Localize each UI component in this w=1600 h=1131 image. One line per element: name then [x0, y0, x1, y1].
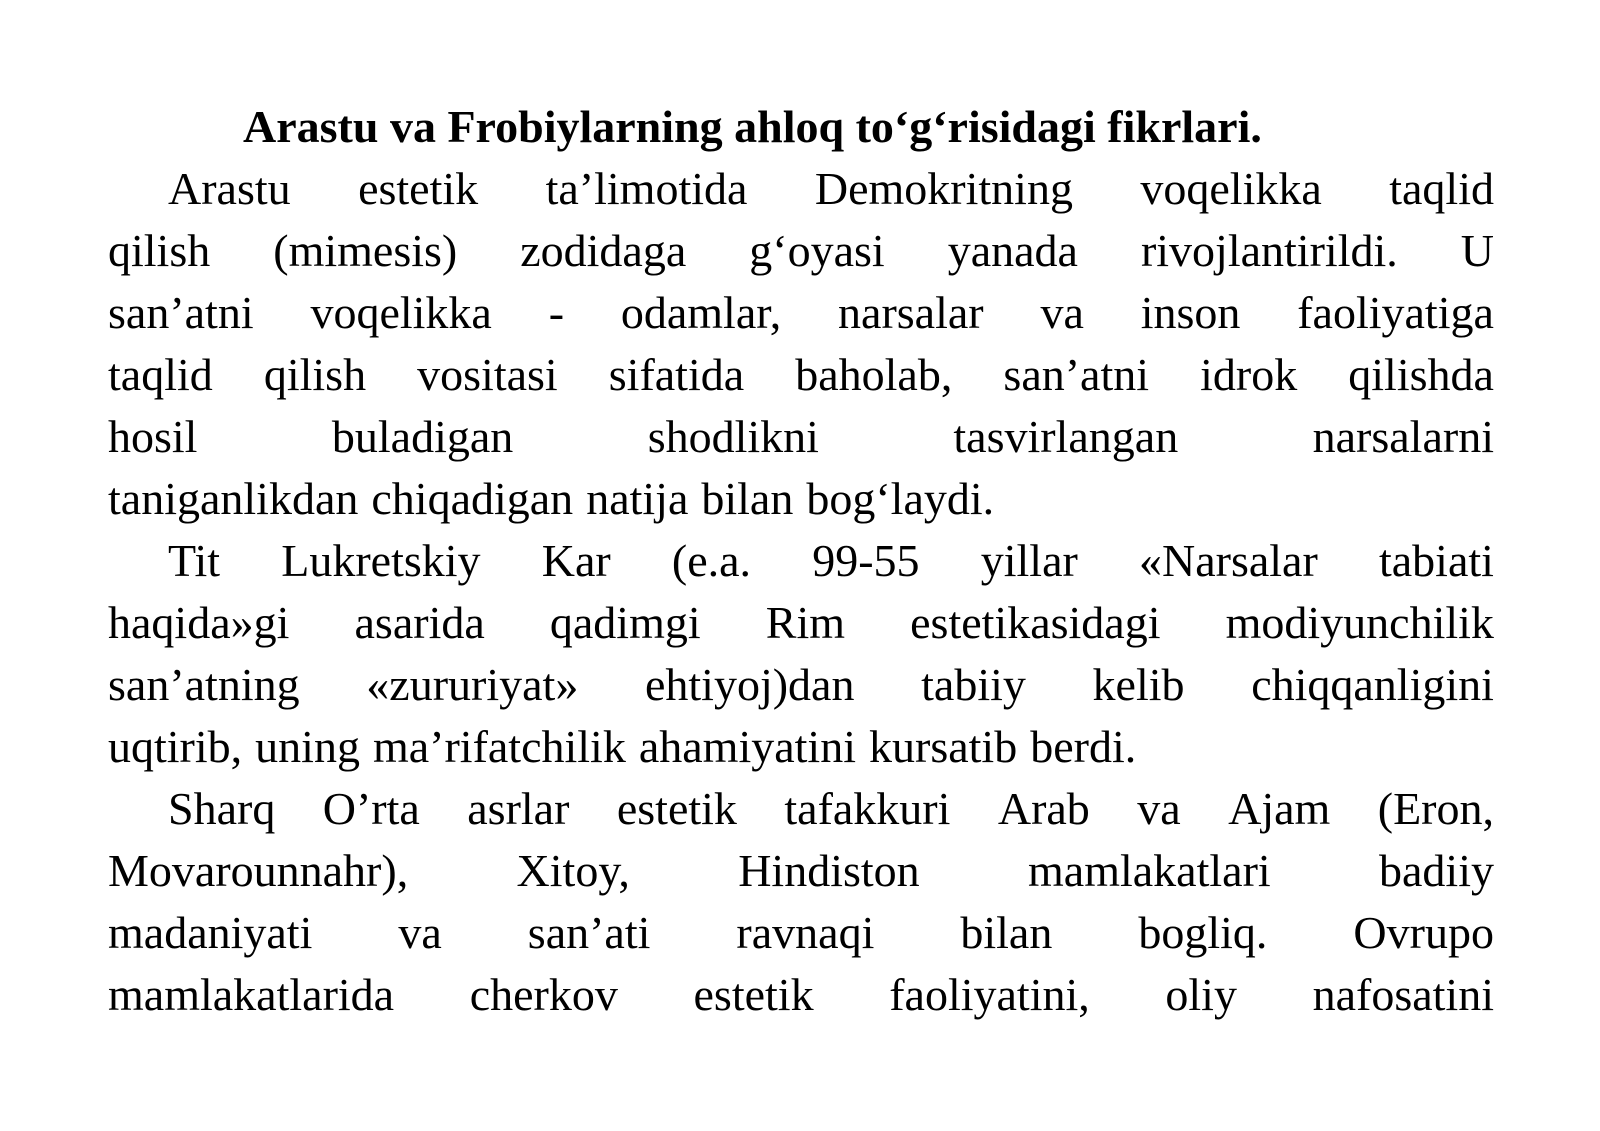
text-line — [108, 468, 1494, 530]
text-line — [108, 964, 1494, 1026]
text-line — [108, 902, 1494, 964]
word: estetik — [616, 783, 737, 834]
word: tafakkuri — [784, 783, 951, 834]
word: taqlid — [108, 349, 213, 400]
word: sifatida — [608, 349, 745, 400]
word: chiqadigan — [371, 473, 574, 524]
text-line — [108, 220, 1494, 282]
word: (mimesis) — [273, 225, 458, 276]
word: idrok — [1200, 349, 1298, 400]
word: buladigan — [331, 411, 514, 462]
word: (Eron, — [1377, 783, 1494, 834]
word: kelib — [1092, 659, 1185, 710]
word: san’atning — [108, 659, 300, 710]
word: O’rta — [322, 783, 420, 834]
word: - — [548, 287, 565, 338]
word: Hindiston — [738, 845, 920, 896]
word: uning — [255, 721, 360, 772]
word: Ovrupo — [1353, 907, 1494, 958]
word: voqelikka — [310, 287, 492, 338]
text-line — [108, 654, 1494, 716]
word: tasvirlangan — [953, 411, 1179, 462]
word: ehtiyoj)dan — [644, 659, 855, 710]
word: oliy — [1165, 969, 1237, 1020]
word: taniganlikdan — [108, 473, 359, 524]
word: Arab — [997, 783, 1090, 834]
word: kursatib — [869, 721, 1018, 772]
word: ma’rifatchilik — [372, 721, 626, 772]
word: estetik — [358, 163, 479, 214]
word: odamlar, — [620, 287, 782, 338]
word: san’ati — [527, 907, 651, 958]
word: yillar — [980, 535, 1078, 586]
word: bog‘laydi. — [806, 473, 995, 524]
word: mamlakatlari — [1028, 845, 1271, 896]
word: berdi. — [1030, 721, 1137, 772]
word: baholab, — [795, 349, 953, 400]
word: rivojlantirildi. — [1140, 225, 1398, 276]
word: faoliyatiga — [1297, 287, 1494, 338]
word: Demokritning — [814, 163, 1073, 214]
word: chiqqanligini — [1251, 659, 1494, 710]
word: narsalar — [838, 287, 984, 338]
word: ravnaqi — [736, 907, 875, 958]
word: va — [1040, 287, 1084, 338]
text-line — [108, 344, 1494, 406]
word: estetikasidagi — [910, 597, 1161, 648]
word: haqida»gi — [108, 597, 290, 648]
text-line — [108, 530, 1494, 592]
word: Kar — [541, 535, 611, 586]
text-line — [108, 840, 1494, 902]
word: ta’limotida — [545, 163, 748, 214]
word: badiiy — [1379, 845, 1494, 896]
text-line — [108, 158, 1494, 220]
word: estetik — [693, 969, 814, 1020]
word: bilan — [701, 473, 794, 524]
word: madaniyati — [108, 907, 313, 958]
word: g‘oyasi — [749, 225, 885, 276]
text-line — [108, 282, 1494, 344]
word: bogliq. — [1138, 907, 1268, 958]
word: Movarounnahr), — [108, 845, 409, 896]
word: qadimgi — [549, 597, 701, 648]
word: cherkov — [469, 969, 618, 1020]
word: uqtirib, — [108, 721, 243, 772]
word: va — [398, 907, 442, 958]
document-title: Arastu va Frobiylarning ahloq to‘g‘risidagi fikrlari. — [243, 101, 1262, 152]
word: Tit — [168, 535, 221, 586]
word: narsalarni — [1312, 411, 1494, 462]
word: Rim — [765, 597, 846, 648]
document-page — [108, 96, 1494, 1026]
word: (e.a. — [671, 535, 752, 586]
word: mamlakatlarida — [108, 969, 395, 1020]
word: Ajam — [1228, 783, 1331, 834]
word: tabiiy — [921, 659, 1026, 710]
word: Sharq — [168, 783, 276, 834]
word: asarida — [354, 597, 485, 648]
text-line — [108, 592, 1494, 654]
word: tabiati — [1378, 535, 1494, 586]
word: yanada — [947, 225, 1078, 276]
word: ahamiyatini — [638, 721, 856, 772]
word: modiyunchilik — [1225, 597, 1494, 648]
word: inson — [1140, 287, 1241, 338]
word: vositasi — [417, 349, 558, 400]
word: zodidaga — [520, 225, 687, 276]
word: Lukretskiy — [281, 535, 481, 586]
word: faoliyatini, — [889, 969, 1090, 1020]
word: qilish — [263, 349, 367, 400]
word: Xitoy, — [516, 845, 630, 896]
word: voqelikka — [1140, 163, 1322, 214]
word: natija — [586, 473, 689, 524]
word: Arastu — [168, 163, 291, 214]
word: U — [1460, 225, 1494, 276]
text-line — [108, 716, 1494, 778]
word: «zururiyat» — [366, 659, 579, 710]
text-line — [108, 778, 1494, 840]
word: va — [1137, 783, 1181, 834]
word: 99-55 — [812, 535, 920, 586]
text-line — [108, 406, 1494, 468]
word: qilishda — [1348, 349, 1494, 400]
word: shodlikni — [647, 411, 819, 462]
word: nafosatini — [1312, 969, 1494, 1020]
word: «Narsalar — [1139, 535, 1318, 586]
word: hosil — [108, 411, 198, 462]
word: asrlar — [467, 783, 570, 834]
word: qilish — [108, 225, 211, 276]
word: san’atni — [108, 287, 254, 338]
word: taqlid — [1389, 163, 1494, 214]
word: bilan — [960, 907, 1053, 958]
word: san’atni — [1003, 349, 1150, 400]
document-body — [108, 158, 1494, 1026]
